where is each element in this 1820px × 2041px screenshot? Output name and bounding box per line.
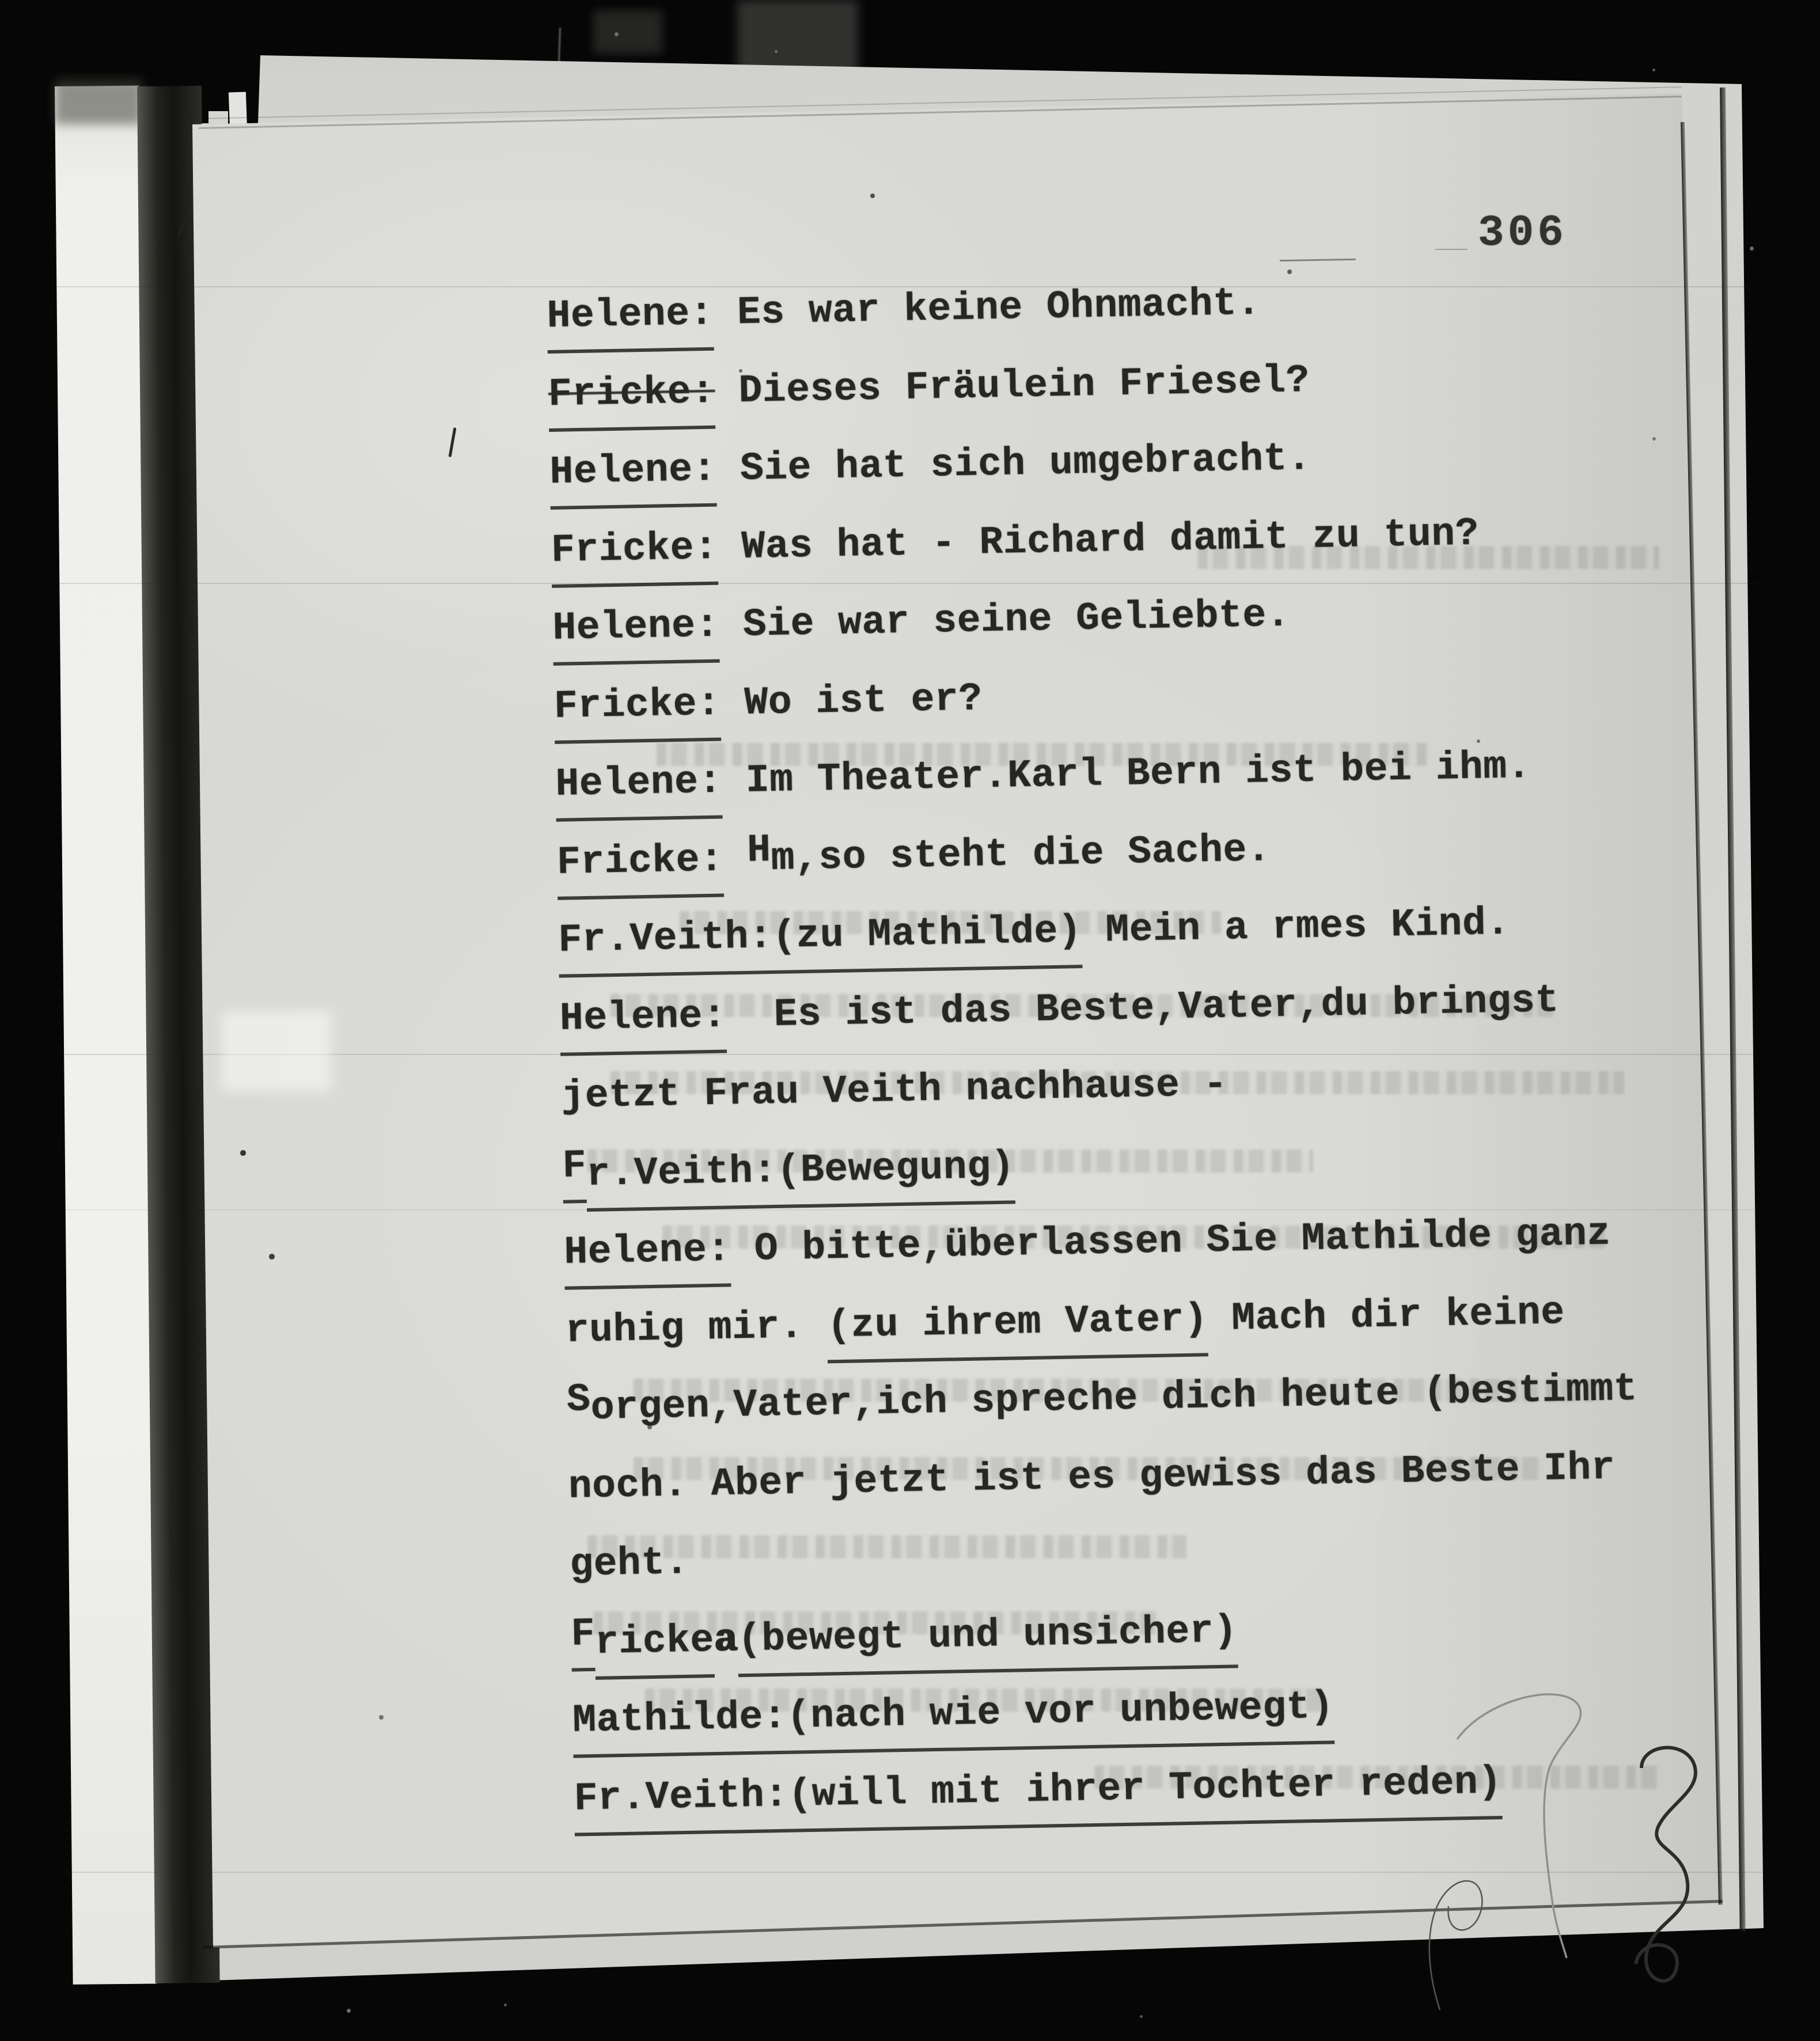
script-line bbox=[566, 1367, 1638, 1431]
underlined-text: Helene: bbox=[555, 762, 723, 822]
underlined-text: Fricke: bbox=[551, 528, 718, 587]
text-segment: Was hat - Richard damit zu tun? bbox=[717, 511, 1480, 570]
script-line bbox=[553, 676, 983, 729]
underlined-text: ricke bbox=[595, 1621, 715, 1680]
underlined-text: (nach wie vor unbewegt) bbox=[786, 1687, 1334, 1754]
underlined-text: (Bewegung) bbox=[776, 1147, 1015, 1208]
underlined-text: Fricke: bbox=[553, 684, 721, 743]
underlined-text: (zu Mathilde) bbox=[772, 912, 1083, 974]
script-line bbox=[569, 1540, 689, 1587]
text-segment: O bitte,überlassen Sie Mathilde ganz bbox=[730, 1211, 1612, 1272]
text-segment: noch. Aber jetzt ist es gewiss das Beste Ihr bbox=[568, 1445, 1616, 1509]
text-segment: jetzt Frau Veith nachhause - bbox=[560, 1062, 1228, 1119]
text-segment: Wo ist er? bbox=[720, 676, 983, 726]
light-pen-curve bbox=[1457, 1694, 1581, 1958]
underlined-text: Fr.Veith: bbox=[574, 1776, 788, 1836]
script-line bbox=[546, 281, 1261, 339]
underlined-text: Helene: bbox=[549, 450, 717, 510]
text-segment: orgen,Vater,ich spreche dich heute (bestimmt bbox=[590, 1367, 1638, 1431]
underlined-text: (zu ihrem Vater) bbox=[827, 1300, 1209, 1363]
text-segment: Es war keine Ohnmacht. bbox=[713, 281, 1261, 336]
script-line bbox=[560, 1062, 1228, 1119]
pencil-dash-faint bbox=[1435, 249, 1468, 250]
script-line bbox=[549, 436, 1311, 495]
script-line bbox=[572, 1685, 1334, 1743]
underlined-text: Fricke: bbox=[548, 372, 715, 431]
text-segment: Es ist das Beste,Vater,du bringst bbox=[726, 978, 1560, 1038]
underlined-text: Fr.Veith: bbox=[558, 917, 773, 978]
pen-squiggle-bottom-right bbox=[1371, 1659, 1808, 2041]
underlined-text: r.Veith: bbox=[586, 1151, 778, 1211]
script-line bbox=[570, 1608, 1238, 1665]
script-line bbox=[551, 511, 1480, 573]
script-line bbox=[558, 901, 1511, 963]
underlined-text: (will mit ihrer Tochter reden) bbox=[788, 1763, 1503, 1833]
script-line bbox=[565, 1290, 1565, 1353]
text-segment: S bbox=[566, 1377, 592, 1422]
text-segment: Dieses Fräulein Friesel? bbox=[714, 358, 1310, 414]
underlined-text: Helene: bbox=[552, 606, 720, 666]
dark-ink-scribble bbox=[1636, 1748, 1696, 1981]
text-segment: Sie war seine Geliebte. bbox=[718, 593, 1291, 648]
script-line bbox=[548, 358, 1310, 417]
underlined-text: Helene: bbox=[547, 294, 714, 354]
page-number: 306 bbox=[1478, 208, 1567, 258]
text-segment bbox=[723, 840, 748, 879]
script-line bbox=[556, 827, 1271, 885]
underlined-text: Fricke: bbox=[556, 840, 724, 900]
script-line bbox=[559, 978, 1560, 1041]
underlined-text: F bbox=[562, 1147, 587, 1204]
text-segment: Mein a rmes Kind. bbox=[1081, 901, 1511, 954]
underlined-text: Helene: bbox=[559, 996, 727, 1056]
script-line bbox=[568, 1445, 1616, 1509]
text-segment: a bbox=[713, 1617, 738, 1663]
text-segment: Mach dir keine bbox=[1207, 1290, 1565, 1341]
text-segment: ruhig mir. bbox=[565, 1303, 828, 1353]
text-segment: Im Theater.Karl Bern ist bei ihm. bbox=[721, 744, 1531, 804]
underlined-text: Helene: bbox=[564, 1230, 731, 1289]
script-line bbox=[574, 1759, 1503, 1822]
text-segment: H bbox=[746, 828, 772, 873]
underlined-text: (bewegt und unsicher) bbox=[737, 1611, 1238, 1677]
text-segment: geht. bbox=[569, 1540, 689, 1587]
script-line bbox=[555, 744, 1531, 807]
script-line bbox=[563, 1211, 1612, 1275]
hairline-loop bbox=[1430, 1881, 1482, 2010]
text-segment: m,so steht die Sache. bbox=[771, 827, 1271, 881]
dust-specks-on-page bbox=[0, 0, 2, 2]
script-line bbox=[552, 593, 1291, 651]
script-line bbox=[562, 1143, 1015, 1197]
underlined-text: Mathilde: bbox=[572, 1698, 787, 1758]
underlined-text: F bbox=[571, 1614, 596, 1671]
text-segment: Sie hat sich umgebracht. bbox=[715, 436, 1311, 492]
